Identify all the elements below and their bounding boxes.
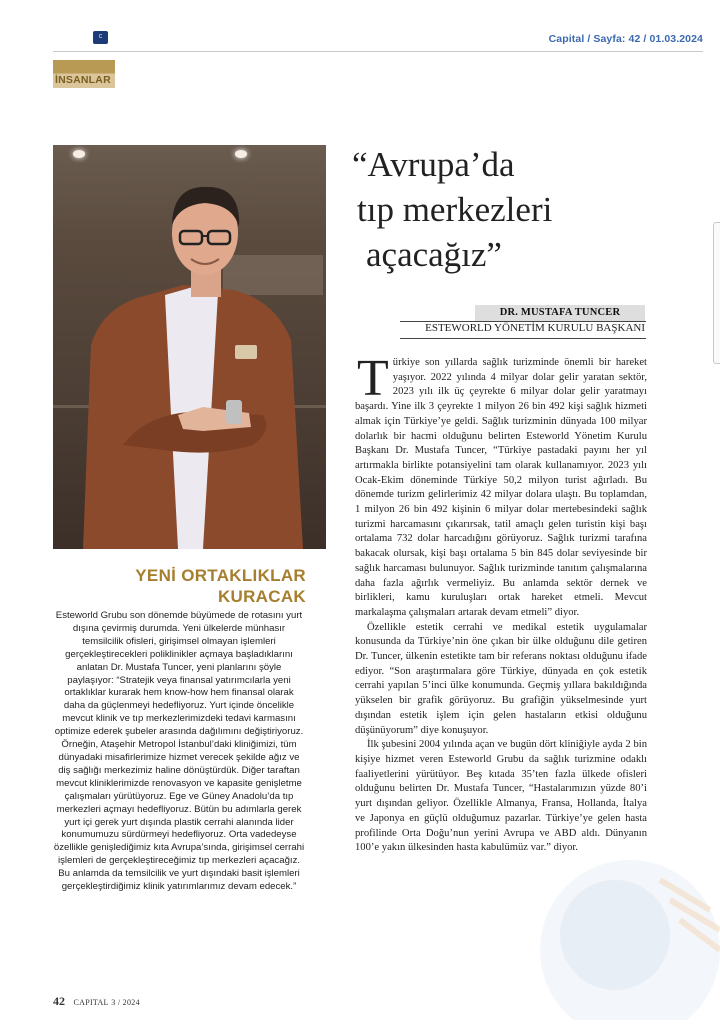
page-scroll-handle[interactable] xyxy=(713,222,720,364)
footer-issue: 3 / 2024 xyxy=(111,998,140,1007)
article-paragraph-3: İlk şubesini 2004 yılında açan ve bugün dört kliniğiyle ayda 2 bin kişiye hizmet veren Esteworld Grubu da sağlık turizmine odaklı faaliyetlerini yürütüyor. Beş kıtada 35’ten fazla ülkede ofisleri olduğunu belirten Dr. Mustafa Tuncer, “Hastalarımızın yüzde 80’i yurt dışından geliyor. Özellikle Almanya, Fransa, Hollanda, İtalya ve Japonya en güçlü olduğumuz pazarlar. Türkiye’ye gelen hasta profilinde Orta Doğu’nun yerini Avrupa ve ABD aldı. Dünyanın 100’e yakın ülkesinden hasta kabulümüz var.” diyor. xyxy=(355,739,647,854)
byline-title: ESTEWORLD YÖNETİM KURULU BAŞKANI xyxy=(425,322,645,334)
publisher-logo: C xyxy=(93,31,108,44)
sidebar-subhead-line2: KURACAK xyxy=(217,587,306,606)
sidebar-subhead-line1: YENİ ORTAKLIKLAR xyxy=(135,566,306,585)
article-body xyxy=(355,350,647,856)
headline xyxy=(352,142,652,277)
byline-name: DR. MUSTAFA TUNCER xyxy=(475,305,645,321)
sidebar-subhead xyxy=(110,565,306,607)
headline-line1: “Avrupa’da xyxy=(352,145,515,184)
globe-watermark-icon xyxy=(520,840,720,1020)
article-paragraph-1-text: ürkiye son yıllarda sağlık turizminde önemli bir hareket yaşıyor. 2022 yılında 4 milyar dolar gelir yaratan sektör, 2023 yılı ilk üç çeyrekte 6 milyar dolar gelir yaratmayı başardı. Yine ilk 3 çeyrekte 1 milyon 26 bin 492 kişi sağlık hizmeti almak için Türkiye’ye geldi. Sağlık turizminin dünyada 100 milyar dolarlık bir hacmi olduğunu belirten Esteworld Yönetim Kurulu Başkanı Dr. Mustafa Tuncer, “Türkiye pastadaki payını her yıl artırmakla birlikte potansiyelini tam olarak kullanamıyor. 2023 yılı Ocak-Ekim döneminde Türkiye 50,2 milyon turist ağırladı. Bu dönemde turizm gelirlerimiz 42 milyar dolara ulaştı. Bu toplamdan, 1 milyon 26 bin 492 kişinin 6 milyar dolar mertebesindeki sağlık turizmi harcamasını çıkarırsak, tatil amaçlı gelen turistin kişi başı ortalama 732 dolar harcadığını görüyoruz. Sağlık turizmi tarafına bakacak olursak, kişi başı ortalama 5 bin 845 dolar seviyesinde bir sağlık harcaması bulunuyor. Sağlık turizminde tanıtım çalışmalarına daha fazla ağırlık vermeliyiz. Bu anlamda sektör dernek ve birlikleri, kamu kuruluşları ortak hareket etmeli. Mevcut markalaşma çalışmaları artarak devam etmeli” diyor. xyxy=(355,357,647,618)
person-figure xyxy=(53,145,326,549)
page-footer xyxy=(53,994,140,1009)
sidebar-body: Esteworld Grubu son dönemde büyümede de rotasını yurt dışına çevirmiş durumda. Yeni ülkelerde münhasır temsilcilik ofisleri, girişimsel olmayan işlemleri gerçekleştirecekleri poliklinikler açmaya başladıklarını anlatan Dr. Mustafa Tuncer, yeni planlarını şöyle paylaşıyor: “Stratejik veya finansal yatırımcılarla yeni ortaklıklar kurarak hem know-how hem finansal olarak daha da güçlenmeyi hedefliyoruz. Yurt içinde öncelikle mevcut klinik ve tıp merkezlerimizdeki tedavi karmasını optimize ederek şubeler arasında dağılımını değiştiriyoruz. Örneğin, Ataşehir Metropol İstanbul’daki kliniğimizi, tüm dünyadaki misafirlerimize hizmet verecek şekilde ağız ve diş sağlığı merkezimiz haline dönüştürdük. Diğer taraftan mevcut kliniklerimizde renovasyon ve kapasite genişletme çalışmaları yürütüyoruz. Ege ve Güney Anadolu’da tıp merkezleri açmayı hedefliyoruz. Bütün bu adımlarla gerek yurt içi gerek yurt dışında plastik cerrahi alanında lider konumumuzu sürdürmeyi hedefliyoruz. Orta vadedeyse özellikle genişlediğimiz kıta Avrupa’sında, girişimsel cerrahi işlemleri de gerçekleştireceğimiz tıp merkezleri açacağız. Bu anlamda da temsilcilik ve yurt dışındaki basit işlemleri gerçekleştirdiğimiz klinik yatırımlarımız devam edecek.” xyxy=(53,610,305,893)
page-meta: Capital / Sayfa: 42 / 01.03.2024 xyxy=(548,33,703,45)
section-tag-label: İNSANLAR xyxy=(55,74,111,86)
byline-divider-bottom xyxy=(400,338,646,339)
section-tag xyxy=(53,60,115,88)
portrait-photo xyxy=(53,145,326,549)
footer-page-number: 42 xyxy=(53,994,65,1008)
headline-line2: tıp merkezleri xyxy=(357,190,553,229)
footer-magazine: CAPITAL xyxy=(73,998,109,1007)
header-divider xyxy=(53,51,703,52)
headline-line3: açacağız” xyxy=(366,235,502,274)
drop-cap: T xyxy=(357,350,389,407)
article-paragraph-2: Özellikle estetik cerrahi ve medikal estetik uygulamalar konusunda da Türkiye’nin öne çıkan bir ülke olduğunu dile getiren Dr. Tuncer, ülkenin estetikte tam bir referans noktası olduğunu ifade ediyor. “Son araştırmalara göre Türkiye, dünyada en çok estetik cerrahi yapılan 5’inci ülke konumunda. Geçmiş yıllara bakıldığında yükselen bir grafik görüyoruz. Bu grafiğin yükselmesinde yurt dışından estetik işlem için gelen hastaların etkisi olduğunu düşünüyorum” diye konuşuyor. xyxy=(355,621,647,736)
article-paragraph-1 xyxy=(355,350,647,621)
